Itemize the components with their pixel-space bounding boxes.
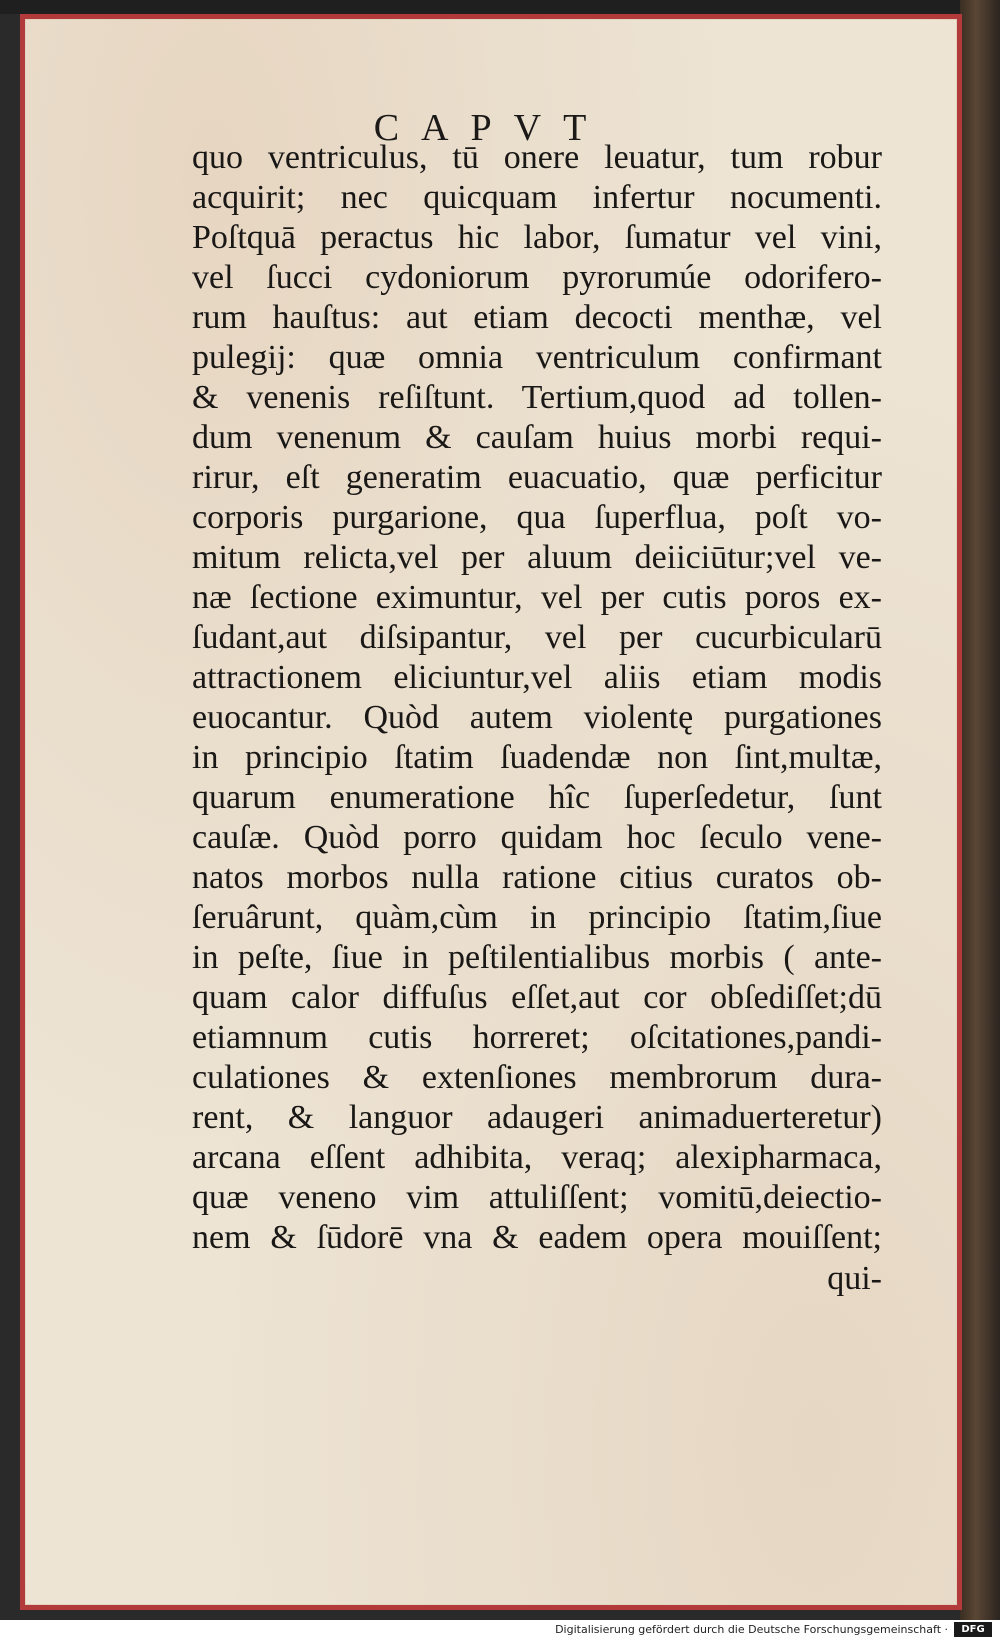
text-line: nem & ſūdorē vna & eadem opera mouiſſent; [192,1219,882,1256]
text-line: attractionem eliciuntur,vel aliis etiam modis [192,659,882,696]
footer-credit: Digitalisierung gefördert durch die Deutsche Forschungsgemeinschaft · [555,1623,948,1636]
text-line: in peſte, ſiue in peſtilentialibus morbis ( ante- [192,939,882,976]
text-line: rent, & languor adaugeri animaduerteretur) [192,1099,882,1136]
text-line: Poſtquā peractus hic labor, ſumatur vel vini, [192,219,882,256]
text-line: næ ſectione eximuntur, vel per cutis poros ex- [192,579,882,616]
text-line: quæ veneno vim attuliſſent; vomitū,deiectio- [192,1179,882,1216]
text-line: & venenis reſiſtunt. Tertium,quod ad tollen- [192,379,882,416]
text-line: arcana eſſent adhibita, veraq; alexipharmaca, [192,1139,882,1176]
catchword: qui- [827,1260,882,1297]
digitization-footer [0,1620,1000,1641]
text-line: pulegij: quæ omnia ventriculum confirmant [192,339,882,376]
running-head: CAPVT [373,107,609,149]
text-line: quo ventriculus, tū onere leuatur, tum robur [192,139,882,176]
text-line: vel ſucci cydoniorum pyrorumúe odorifero- [192,259,882,296]
text-line: rirur, eſt generatim euacuatio, quæ perficitur [192,459,882,496]
text-line: quam calor diffuſus eſſet,aut cor obſediſſet;dū [192,979,882,1016]
text-line: in principio ſtatim ſuadendæ non ſint,multæ, [192,739,882,776]
text-line: natos morbos nulla ratione citius curatos ob- [192,859,882,896]
text-line: mitum relicta,vel per aluum deiiciūtur;vel ve- [192,539,882,576]
text-line: culationes & extenſiones membrorum dura- [192,1059,882,1096]
text-line: rum hauſtus: aut etiam decocti menthæ, vel [192,299,882,336]
text-line: acquirit; nec quicquam infertur nocumenti. [192,179,882,216]
text-line: quarum enumeratione hîc ſuperſedetur, ſunt [192,779,882,816]
scan-top-edge [0,0,1000,14]
text-line: corporis purgarione, qua ſuperflua, poſt vo- [192,499,882,536]
text-line: etiamnum cutis horreret; oſcitationes,pandi- [192,1019,882,1056]
text-line: ſudant,aut diſsipantur, vel per cucurbicularū [192,619,882,656]
text-block [192,138,882,1258]
text-line: ſeruârunt, quàm,cùm in principio ſtatim,ſiue [192,899,882,936]
book-spine-edge [960,0,1000,1620]
text-line: euocantur. Quòd autem violentę purgationes [192,699,882,736]
text-line: dum venenum & cauſam huius morbi requi- [192,419,882,456]
dfg-logo: DFG [954,1622,992,1637]
text-line: cauſæ. Quòd porro quidam hoc ſeculo vene- [192,819,882,856]
